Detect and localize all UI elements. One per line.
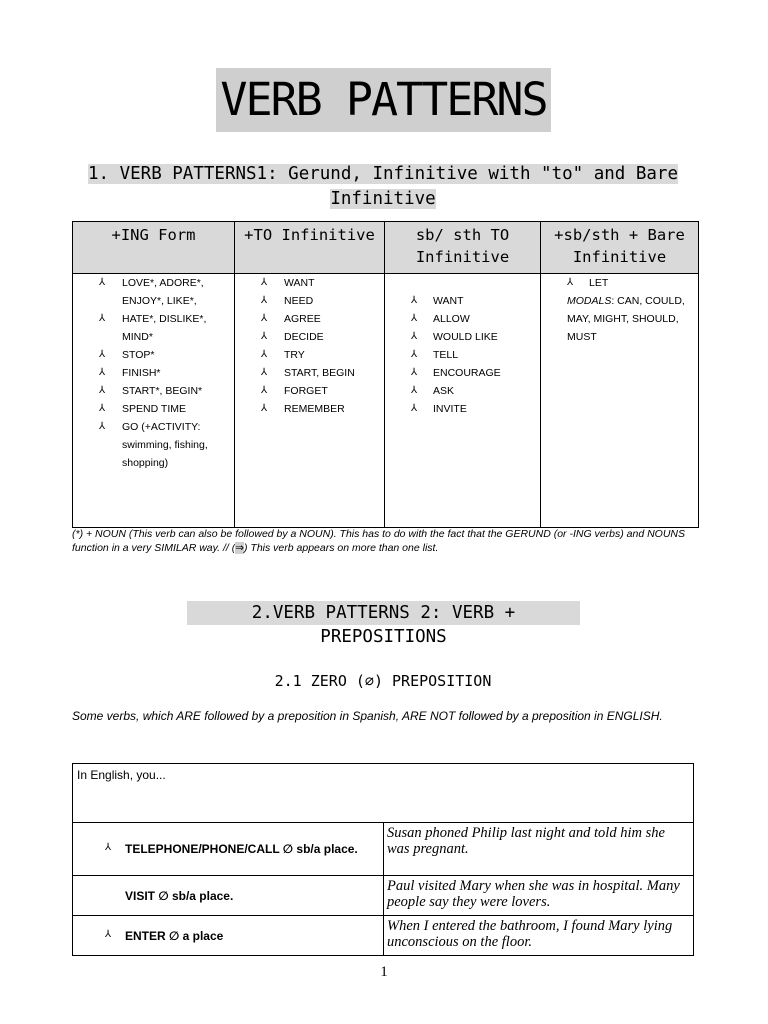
column-header-to-infinitive: +TO Infinitive (235, 222, 385, 274)
list-item: MUST (567, 331, 597, 343)
bare-infinitive-verb-list (541, 274, 698, 346)
subsection-heading: 2.1 ZERO (∅) PREPOSITION (274, 672, 492, 690)
table-header: In English, you... (73, 764, 694, 823)
ing-form-cell (73, 274, 235, 528)
table-footnote: (*) + NOUN (This verb can also be followed by a NOUN). This has to do with the fact that the GERUND (or -ING verbs) and NOUNS function in a very SIMILAR way. // (⇒) This verb appears on more than one list. (72, 528, 685, 554)
bullet-icon: ⅄ (411, 349, 418, 360)
list-item: ⅄ WANT (385, 292, 540, 310)
list-item: ⅄ INVITE (385, 400, 540, 418)
bare-infinitive-cell (541, 274, 699, 528)
list-item: ⅄ TRY (235, 346, 384, 364)
column-header-sb-to-infinitive: sb/ sth TO Infinitive (385, 222, 541, 274)
list-item: ENJOY*, LIKE*, (122, 295, 197, 307)
list-item: ⅄ TELL (385, 346, 540, 364)
to-infinitive-verb-list (235, 274, 384, 418)
bullet-icon: ⅄ (99, 277, 106, 288)
list-item: ⅄ LET (541, 274, 698, 292)
section1-heading: 1. VERB PATTERNS1: Gerund, Infinitive with "to" and Bare Infinitive (87, 164, 678, 209)
bullet-icon: ⅄ (261, 367, 268, 378)
example-cell: Paul visited Mary when she was in hospital. Many people say they were lovers. (384, 876, 694, 916)
sb-to-infinitive-cell (385, 274, 541, 528)
list-item: ⅄ WOULD LIKE (385, 328, 540, 346)
sb-to-infinitive-verb-list (385, 274, 540, 418)
bullet-icon: ⅄ (567, 277, 574, 288)
list-item: ⅄ ENCOURAGE (385, 364, 540, 382)
bullet-icon: ⅄ (261, 349, 268, 360)
verb-cell: ⅄ ENTER ∅ a place (73, 916, 384, 956)
bullet-icon: ⅄ (105, 928, 112, 940)
list-item: ⅄ START*, BEGIN* (73, 382, 234, 400)
list-item: MIND* (122, 331, 153, 343)
list-item: ⅄ FORGET (235, 382, 384, 400)
bullet-icon: ⅄ (99, 403, 106, 414)
intro-paragraph: Some verbs, which ARE followed by a preposition in Spanish, ARE NOT followed by a preposition in ENGLISH. (72, 709, 663, 723)
list-item: ⅄ GO (+ACTIVITY: (73, 418, 234, 436)
list-item: ⅄ ASK (385, 382, 540, 400)
list-item: ⅄ HATE*, DISLIKE*, (73, 310, 234, 328)
right-arrow-icon: ⇒ (235, 542, 245, 554)
bullet-icon: ⅄ (411, 331, 418, 342)
column-header-bare-infinitive: +sb/sth + Bare Infinitive (541, 222, 699, 274)
list-item: MAY, MIGHT, SHOULD, (567, 313, 679, 325)
list-item: ⅄ AGREE (235, 310, 384, 328)
list-item: ⅄ START, BEGIN (235, 364, 384, 382)
bullet-icon: ⅄ (99, 313, 106, 324)
example-cell: Susan phoned Philip last night and told him she was pregnant. (384, 823, 694, 876)
list-item: ⅄ NEED (235, 292, 384, 310)
verb-cell: VISIT ∅ sb/a place. (73, 876, 384, 916)
bullet-icon: ⅄ (261, 277, 268, 288)
bullet-icon: ⅄ (261, 295, 268, 306)
list-item: shopping) (122, 457, 169, 469)
bullet-icon: ⅄ (99, 349, 106, 360)
list-item: ⅄ FINISH* (73, 364, 234, 382)
to-infinitive-cell (235, 274, 385, 528)
bullet-icon: ⅄ (411, 385, 418, 396)
verb-cell: ⅄ TELEPHONE/PHONE/CALL ∅ sb/a place. (73, 823, 384, 876)
list-item: swimming, fishing, (122, 439, 208, 451)
list-item: ⅄ STOP* (73, 346, 234, 364)
verb-patterns-table (72, 221, 699, 528)
list-item: ⅄ SPEND TIME (73, 400, 234, 418)
bullet-icon: ⅄ (261, 385, 268, 396)
bullet-icon: ⅄ (261, 331, 268, 342)
example-cell: When I entered the bathroom, I found Mary lying unconscious on the floor. (384, 916, 694, 956)
table-row (73, 916, 694, 956)
list-item: ⅄ LOVE*, ADORE*, (73, 274, 234, 292)
bullet-icon: ⅄ (99, 421, 106, 432)
bullet-icon: ⅄ (411, 403, 418, 414)
bullet-icon: ⅄ (411, 295, 418, 306)
bullet-icon: ⅄ (99, 367, 106, 378)
bullet-icon: ⅄ (411, 313, 418, 324)
page-number: 1 (380, 964, 388, 980)
list-item: ⅄ WANT (235, 274, 384, 292)
ing-verb-list (73, 274, 234, 472)
page-title: VERB PATTERNS (216, 68, 551, 132)
list-item: ⅄ ALLOW (385, 310, 540, 328)
bullet-icon: ⅄ (99, 385, 106, 396)
list-item: ⅄ DECIDE (235, 328, 384, 346)
bullet-icon: ⅄ (411, 367, 418, 378)
list-item: ⅄ REMEMBER (235, 400, 384, 418)
zero-preposition-table (72, 763, 694, 956)
bullet-icon: ⅄ (261, 403, 268, 414)
bullet-icon: ⅄ (261, 313, 268, 324)
table-row (73, 823, 694, 876)
list-item: MODALS: CAN, COULD, (567, 295, 685, 307)
table-row (73, 876, 694, 916)
column-header-ing: +ING Form (73, 222, 235, 274)
section2-heading: 2.VERB PATTERNS 2: VERB + PREPOSITIONS (187, 601, 580, 625)
bullet-icon: ⅄ (105, 842, 112, 853)
